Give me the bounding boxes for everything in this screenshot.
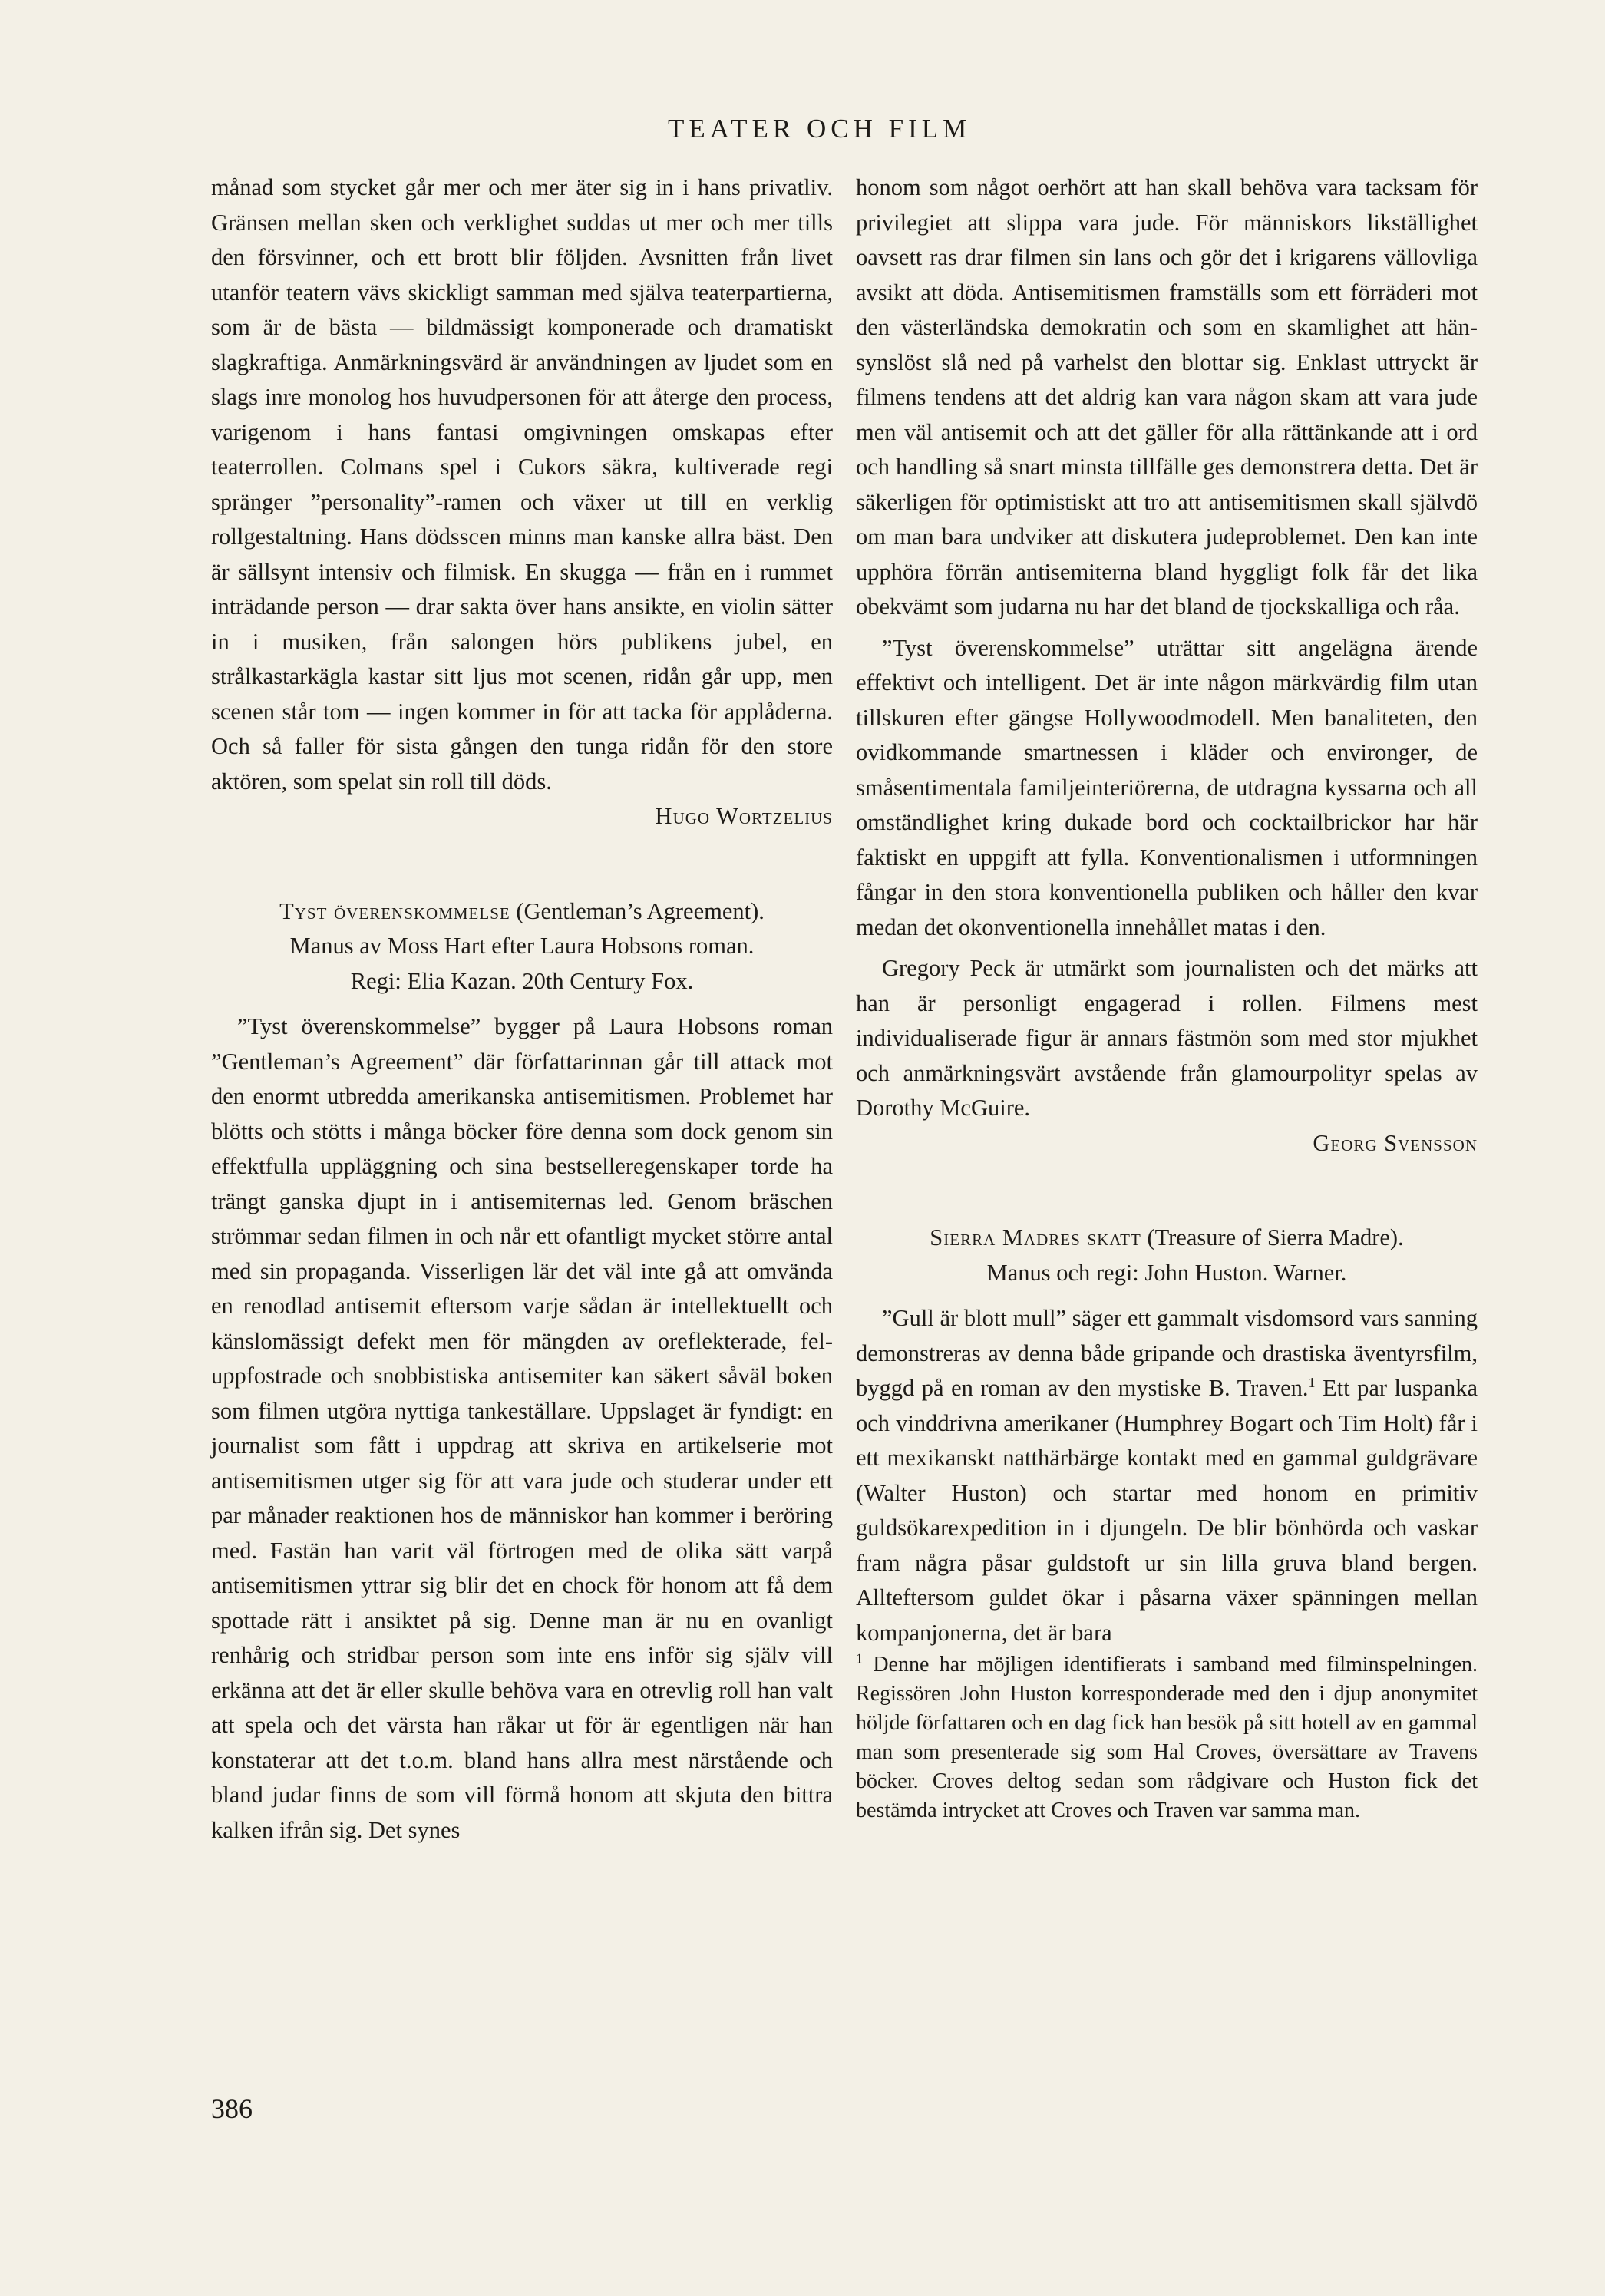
review-credits-line: Manus och regi: John Huston. Warner.	[986, 1259, 1347, 1286]
paragraph-text: Ett par luspanka och vinddrivna amerikaner (Humphrey Bogart och Tim Holt) får i ett mexikanskt natthärbärge kontakt med en gammal guldgrävare (Walter Huston) och startar med honom en primitiv guldsökarexpedition in i djungeln. De blir bönhörda och vaskar fram några påsar guldstoft ur sin lilla gruva bland bergen. Allteftersom guldet ökar i påsarna växer spänningen mellan kompanjonerna, det är bara	[856, 1375, 1478, 1646]
review-title: Tyst överenskommelse	[279, 897, 510, 924]
paragraph-gentlemans-agreement-3: ”Tyst överenskommelse” uträttar sitt angelägna ärende effektivt och intelligent. Det är inte någon märkvärdig film utan tillskuren efter gängse Hollywoodmodell. Men banaliteten, den ovidkommande smartnessen i kläder och environger, de småsentimentala familjeinteriörerna, de utdragna kyssarna och all omständlighet kring dukade bord och cocktailbrickor har här faktiskt en uppgift att fylla. Konventionalismen i utformningen fångar in den stora konventionella publiken och håller den kvar medan det okonventionella innehållet matas i den.	[856, 634, 1478, 940]
paragraph-wortzelius-review-end: månad som stycket går mer och mer äter sig in i hans privatliv. Gränsen mellan sken och verklighet suddas ut mer och mer tills den försvinner, och ett brott blir följden. Avsnitten från livet utanför teatern vävs skickligt samman med själva teaterpartierna, som är de bästa — bildmässigt komponerade och dramatiskt slagkraftiga. Anmärkningsvärd är användningen av ljudet som en slags inre monolog hos huvudpersonen för att återge den process, varigenom i hans fantasi omgivningen omskapas efter teaterrollen. Colmans spel i Cukors säkra, kultiverade regi spränger ”personality”-ramen och växer ut till en verklig rollgestaltning. Hans dödsscen minns man kanske allra bäst. Den är sällsynt intensiv och filmisk. En skugga — från en i rummet inträdande person — drar sakta över hans ansikte, en violin sätter in i musiken, från salongen hörs publikens jubel, en strålkastarkägla kastar sitt ljus mot scenen, ridån går upp, men scenen står tom — ingen kommer in för att tacka för applåderna. Och så faller för sista gången den tunga ridån för den store aktören, som spelat sin roll till döds.	[211, 174, 833, 795]
footnote	[856, 1650, 1478, 1825]
signature-hugo-wortzelius: Hugo Wortzelius	[655, 803, 833, 829]
review-original-title: (Gentleman’s Agreement).	[510, 897, 765, 924]
footnote-reference: 1	[1308, 1374, 1316, 1390]
review-original-title: (Treasure of Sierra Madre).	[1141, 1224, 1404, 1250]
right-column	[856, 170, 1478, 1825]
review-heading-sierra-madre	[856, 1221, 1478, 1290]
paragraph-sierra-madre-1	[856, 1301, 1478, 1650]
signature-georg-svensson: Georg Svensson	[1313, 1129, 1478, 1156]
review-credits-line-1: Manus av Moss Hart efter Laura Hobsons roman.	[289, 933, 755, 959]
review-title-line	[856, 1221, 1478, 1256]
review-heading-gentlemans-agreement	[211, 894, 833, 999]
footnote-text: Denne har möjligen identifierats i samband med filminspelningen. Regissören John Huston korresponderade med den i djup anonymitet höljde författaren och en dag fick han besök på sitt hotell av en gammal man som presenterade sig som Hal Croves, översättare av Travens böcker. Croves deltog sedan som rådgivare och Huston fick det bestämda intrycket att Croves och Traven var samma man.	[856, 1653, 1478, 1822]
review-title-line	[211, 894, 833, 930]
paragraph-gentlemans-agreement-1: ”Tyst överenskommelse” bygger på Laura Hobsons roman ”Gentleman’s Agreement” där författarinnan går till attack mot den enormt utbredda amerikanska antisemitismen. Problemet har blötts och stötts i många böcker före denna som dock genom sin effektfulla uppläggning och sina bestselleregenskaper torde ha trängt ganska djupt in i antisemiternas led. Genom bräschen strömmar sedan filmen in och når ett ofantligt mycket större antal med sin propaganda. Visserligen lär det väl inte gå att omvända en renodlad antisemit eftersom varje sådan är intellektuellt och känslomässigt defekt men för mängden av oreflekterade, feluppfostrade och snobbistiska antisemiter kan säkert såväl boken som filmen utgöra nyttiga tankeställare. Uppslaget är fyndigt: en journalist som fått i uppdrag att skriva en artikelserie mot antisemitismen utger sig för att vara jude och studerar under ett par månader reaktionen hos de människor han kommer i beröring med. Fastän han varit väl förtrogen med de olika sätt varpå antisemitismen yttrar sig blir det en chock för honom att få dem spottade rätt i ansiktet på sig. Denne man är nu en ovanligt renhårig och stridbar person som inte ens inför sig själv vill erkänna att det är eller skulle behöva vara en otrevlig roll han valt att spela och det värsta han råkar ut för är egentligen när han konstaterar att det t.o.m. bland hans allra mest närstående och bland judar finns de som vill förmå honom att skjuta den bittra kalken ifrån sig. Det synes	[211, 1013, 833, 1843]
paragraph-text: ”Gull är blott mull” säger ett gammalt visdomsord vars sanning demonstreras av denna både gripande och drastiska äventyrsfilm, byggd på en roman av den mystiske B. Traven.	[856, 1305, 1478, 1401]
left-column	[211, 170, 833, 1848]
footnote-number: 1	[856, 1650, 863, 1667]
page-number: 386	[211, 2093, 253, 2124]
review-credits-line-2: Regi: Elia Kazan. 20th Century Fox.	[350, 967, 694, 994]
paragraph-gentlemans-agreement-4: Gregory Peck är utmärkt som journalisten och det märks att han är personligt engagerad i rollen. Filmens mest individualiserade figur är annars fästmön som med stor mjukhet och anmärkningsvärt avstående från glamourpolityr spelas av Dorothy McGuire.	[856, 955, 1478, 1121]
running-head: TEATER OCH FILM	[668, 114, 972, 144]
paragraph-gentlemans-agreement-2: honom som något oerhört att han skall behöva vara tacksam för privilegiet att slippa vara jude. För människors likställighet oavsett ras drar filmen sin lans och gör det i krigarens vällovliga avsikt att döda. Antisemitismen framställs som ett förräderi mot den västerländska demokratin och som en skamlighet att hänsynslöst slå ned på varhelst den blottar sig. Enklast uttryckt är filmens tendens att det aldrig kan vara någon skam att vara jude men väl antisemit och att det gäller för alla rättänkande att i ord och handling så snart minsta tillfälle ges demonstrera detta. Det är säkerligen för optimistiskt att tro att antisemitismen skall självdö om man bara undviker att diskutera judeproblemet. Den kan inte upphöra förrän antisemiterna bland hyggligt folk får det lika obekvämt som judarna nu har det bland de tjockskalliga och råa.	[856, 174, 1478, 619]
review-title: Sierra Madres skatt	[930, 1224, 1141, 1250]
